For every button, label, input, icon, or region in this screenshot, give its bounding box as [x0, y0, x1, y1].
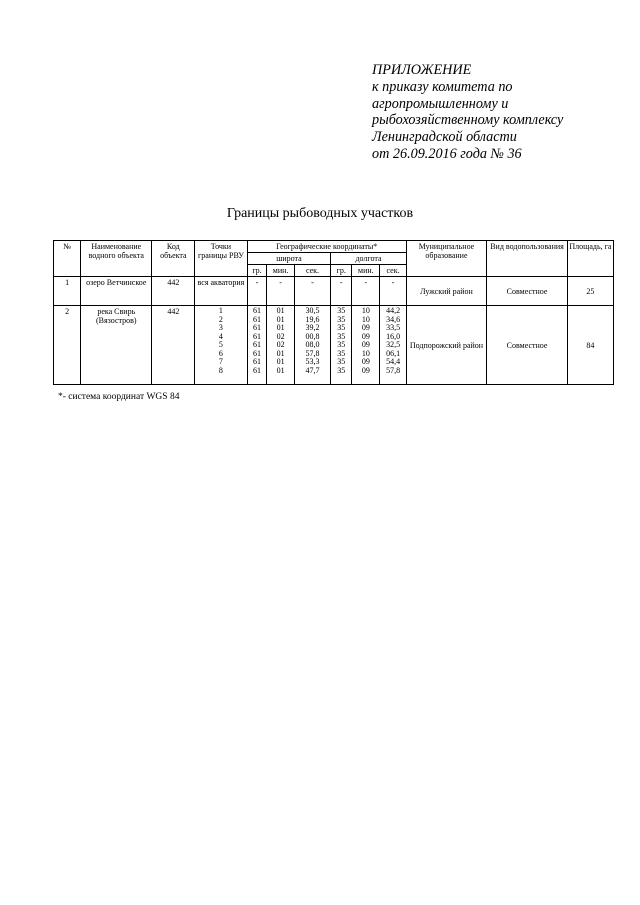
header-row [54, 241, 614, 253]
cell-area: 84 [567, 306, 613, 385]
cell-num: 2 [54, 306, 81, 385]
coordinate-value: 02 [276, 331, 285, 341]
cell-usage: Совместное [487, 306, 568, 385]
cell-lon-sec: - [380, 277, 406, 306]
cell-name: река Свирь (Вязостров) [81, 306, 152, 385]
coordinate-value: 09 [361, 331, 370, 341]
coordinate-value: 35 [337, 331, 346, 341]
coordinate-value: 16,0 [386, 331, 401, 341]
coordinate-value: 34,6 [386, 314, 401, 324]
appendix-block [372, 62, 632, 163]
coordinate-value: 35 [337, 365, 346, 375]
coordinate-value: 10 [361, 348, 370, 358]
cell-points-list [195, 306, 247, 385]
col-points-header: Точки границы РВУ [195, 241, 247, 277]
coordinate-value: 09 [361, 357, 370, 366]
col-municipality-header: Муниципальное образование [406, 241, 487, 277]
table-row [54, 306, 614, 385]
cell-lon-deg-list [331, 306, 352, 385]
appendix-line: рыбохозяйственному комплексу [372, 112, 564, 129]
col-lat-deg-header: гр. [247, 265, 267, 277]
appendix-line: ПРИЛОЖЕНИЕ [372, 62, 472, 78]
coordinate-value: 01 [276, 323, 285, 332]
coordinate-value: 4 [218, 331, 223, 341]
coordinate-value: 61 [253, 331, 262, 341]
coordinate-value: 09 [361, 323, 370, 332]
col-geo-header: Географические координаты* [247, 241, 406, 253]
cell-name: озеро Ветчинское [81, 277, 152, 306]
cell-area: 25 [567, 277, 613, 306]
coordinate-value: 35 [337, 314, 346, 324]
cell-lat-min: - [267, 277, 294, 306]
col-usage-header: Вид водопользования [487, 241, 568, 277]
cell-num: 1 [54, 277, 81, 306]
coordinate-value: 00,8 [305, 331, 320, 341]
col-code-header: Код объекта [152, 241, 195, 277]
cell-municipality: Лужский район [406, 277, 487, 306]
coordinate-value: 30,5 [305, 306, 320, 315]
cell-lat-deg-list [247, 306, 267, 385]
coordinate-value: 33,5 [386, 323, 401, 332]
cell-lon-deg: - [331, 277, 352, 306]
coordinate-value: 61 [253, 365, 262, 375]
coordinate-value: 35 [337, 340, 346, 349]
footnote: *- система координат WGS 84 [58, 392, 180, 402]
col-lat-header: широта [247, 253, 331, 265]
appendix-line: агропромышленному и [372, 95, 509, 112]
coordinate-value: 01 [276, 365, 285, 375]
cell-lon-min: - [352, 277, 380, 306]
coordinate-value: 35 [337, 357, 346, 366]
coordinate-value: 09 [361, 340, 370, 349]
coordinate-value: 35 [337, 306, 346, 315]
coordinate-value: 2 [218, 314, 223, 324]
coordinate-value: 35 [337, 348, 346, 358]
col-lon-deg-header: гр. [331, 265, 352, 277]
cell-lon-sec-list [380, 306, 406, 385]
cell-lat-sec: - [294, 277, 331, 306]
appendix-line: от 26.09.2016 года № 36 [372, 145, 522, 162]
coordinate-value: 08,0 [305, 340, 320, 349]
coordinate-value: 01 [276, 306, 285, 315]
coordinate-value: 61 [253, 306, 262, 315]
coordinate-value: 61 [253, 357, 262, 366]
coordinate-value: 5 [218, 340, 223, 349]
cell-lat-deg: - [247, 277, 267, 306]
cell-lon-min-list [352, 306, 380, 385]
cell-lat-sec-list [294, 306, 331, 385]
col-lon-sec-header: сек. [380, 265, 406, 277]
plots-table [53, 240, 614, 385]
cell-usage: Совместное [487, 277, 568, 306]
coordinate-value: 61 [253, 323, 262, 332]
cell-code: 442 [152, 277, 195, 306]
coordinate-value: 19,6 [305, 314, 320, 324]
coordinate-value: 01 [276, 357, 285, 366]
cell-points: вся акватория [195, 277, 247, 306]
coordinate-value: 57,8 [386, 365, 401, 375]
coordinate-value: 10 [361, 314, 370, 324]
col-lat-sec-header: сек. [294, 265, 331, 277]
appendix-line: к приказу комитета по [372, 78, 513, 95]
coordinate-value: 57,8 [305, 348, 320, 358]
document-title: Границы рыбоводных участков [226, 206, 414, 221]
coordinate-value: 39,2 [305, 323, 320, 332]
col-name-header: Наименование водного объекта [81, 241, 152, 277]
coordinate-value: 10 [361, 306, 370, 315]
cell-code: 442 [152, 306, 195, 385]
coordinate-value: 35 [337, 323, 346, 332]
table-row [54, 277, 614, 306]
coordinate-value: 1 [218, 306, 223, 315]
cell-lat-min-list [267, 306, 294, 385]
col-area-header: Площадь, га [567, 241, 613, 277]
coordinate-value: 8 [218, 365, 223, 375]
coordinate-value: 3 [218, 323, 223, 332]
coordinate-value: 61 [253, 348, 262, 358]
cell-municipality: Подпорожский район [406, 306, 487, 385]
col-num-header: № [54, 241, 81, 277]
coordinate-value: 01 [276, 348, 285, 358]
coordinate-value: 53,3 [305, 357, 320, 366]
col-lon-min-header: мин. [352, 265, 380, 277]
coordinate-value: 09 [361, 365, 370, 375]
coordinate-value: 7 [218, 357, 223, 366]
appendix-line: Ленинградской области [372, 129, 517, 146]
coordinate-value: 06,1 [386, 348, 401, 358]
coordinate-value: 61 [253, 314, 262, 324]
coordinate-value: 01 [276, 314, 285, 324]
coordinate-value: 32,5 [386, 340, 401, 349]
col-lat-min-header: мин. [267, 265, 294, 277]
coordinate-value: 61 [253, 340, 262, 349]
col-lon-header: долгота [331, 253, 406, 265]
coordinate-value: 54,4 [386, 357, 401, 366]
coordinate-value: 6 [218, 348, 223, 358]
coordinate-value: 02 [276, 340, 285, 349]
coordinate-value: 44,2 [386, 306, 401, 315]
coordinate-value: 47,7 [305, 365, 320, 375]
